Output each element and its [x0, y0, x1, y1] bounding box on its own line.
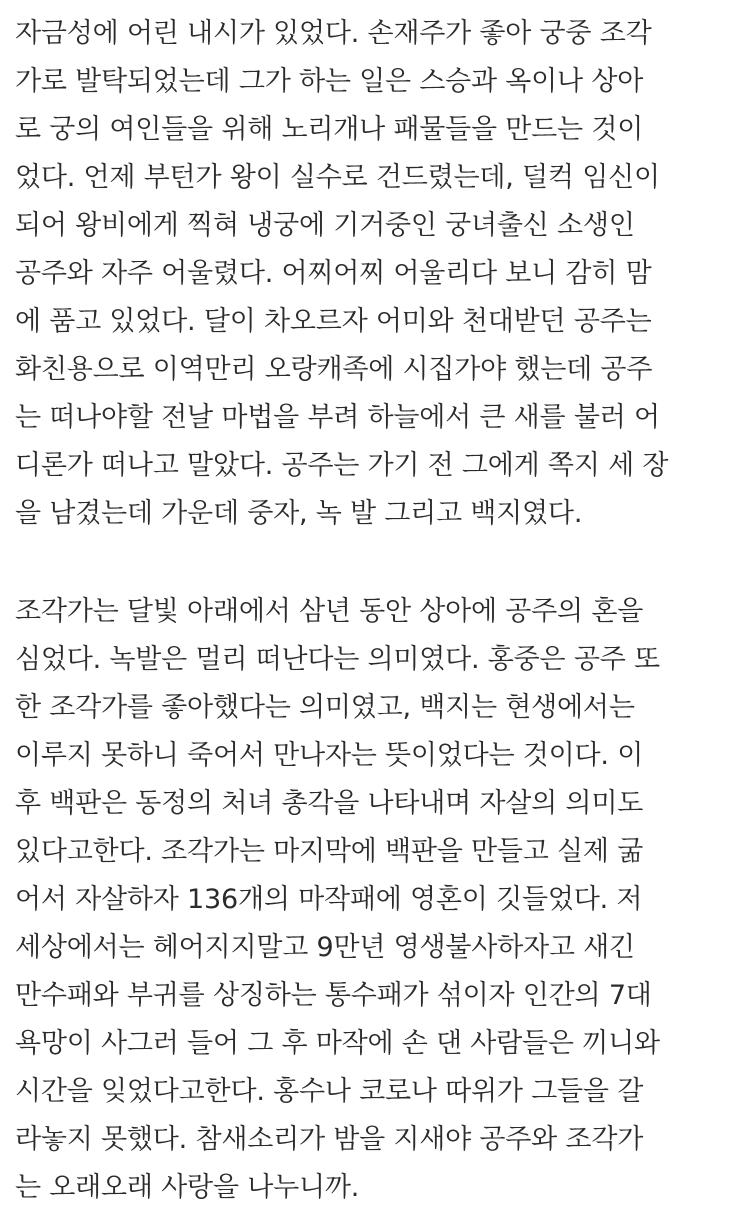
text-line: 후 백판은 동정의 처녀 총각을 나타내며 자살의 의미도	[15, 788, 644, 819]
text-line: 되어 왕비에게 찍혀 냉궁에 기거중인 궁녀출신 소생인	[15, 210, 635, 241]
text-line: 는 떠나야할 전날 마법을 부려 하늘에서 큰 새를 불러 어	[15, 402, 660, 433]
text-line: 있다고한다. 조각가는 마지막에 백판을 만들고 실제 굶	[15, 836, 644, 867]
text-line: 조각가는 달빛 아래에서 삼년 동안 상아에 공주의 혼을	[15, 596, 644, 627]
text-line: 만수패와 부귀를 상징하는 통수패가 섞이자 인간의 7대	[15, 980, 652, 1011]
text-line: 가로 발탁되었는데 그가 하는 일은 스승과 옥이나 상아	[15, 66, 644, 97]
text-line: 한 조각가를 좋아했다는 의미였고, 백지는 현생에서는	[15, 692, 635, 723]
paragraph-1	[15, 10, 738, 538]
paragraph-spacer	[15, 538, 738, 588]
text-line: 이루지 못하니 죽어서 만나자는 뜻이었다는 것이다. 이	[15, 740, 644, 771]
text-line: 디론가 떠나고 말았다. 공주는 가기 전 그에게 쪽지 세 장	[15, 450, 669, 481]
text-line: 에 품고 있었다. 달이 차오르자 어미와 천대받던 공주는	[15, 306, 652, 337]
text-line: 어서 자살하자 136개의 마작패에 영혼이 깃들었다. 저	[15, 884, 643, 915]
text-line: 공주와 자주 어울렸다. 어찌어찌 어울리다 보니 감히 맘	[15, 258, 652, 289]
text-line: 었다. 언제 부턴가 왕이 실수로 건드렸는데, 덜컥 임신이	[15, 162, 660, 193]
text-line: 는 오래오래 사랑을 나누니까.	[15, 1172, 360, 1203]
text-line: 시간을 잊었다고한다. 홍수나 코로나 따위가 그들을 갈	[15, 1076, 644, 1107]
text-line: 심었다. 녹발은 멀리 떠난다는 의미였다. 홍중은 공주 또	[15, 644, 660, 675]
text-line: 세상에서는 헤어지지말고 9만년 영생불사하자고 새긴	[15, 932, 635, 963]
paragraph-2	[15, 588, 738, 1212]
text-line: 욕망이 사그러 들어 그 후 마작에 손 댄 사람들은 끼니와	[15, 1028, 660, 1059]
text-line: 라놓지 못했다. 참새소리가 밤을 지새야 공주와 조각가	[15, 1124, 644, 1155]
text-line: 자금성에 어린 내시가 있었다. 손재주가 좋아 궁중 조각	[15, 18, 652, 49]
text-line: 을 남겼는데 가운데 중자, 녹 발 그리고 백지였다.	[15, 498, 583, 529]
text-line: 화친용으로 이역만리 오랑캐족에 시집가야 했는데 공주	[15, 354, 653, 385]
text-line: 로 궁의 여인들을 위해 노리개나 패물들을 만드는 것이	[15, 114, 644, 145]
